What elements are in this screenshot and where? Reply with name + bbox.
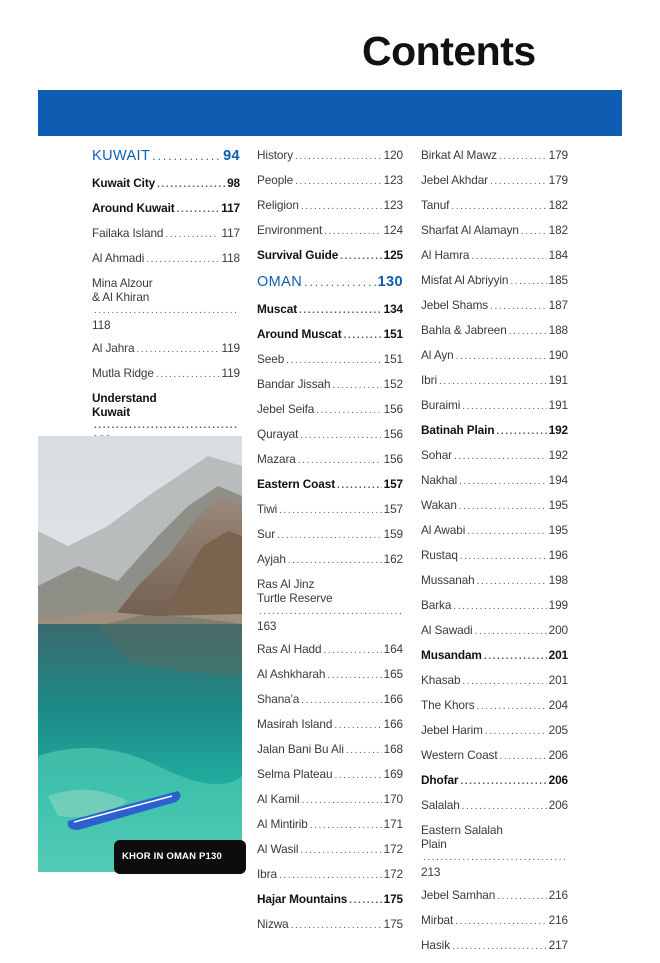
- toc-page-number: 152: [383, 377, 403, 391]
- toc-page-number: 124: [383, 223, 403, 237]
- toc-entry[interactable]: [421, 498, 568, 514]
- toc-entry-name-line1: Mina Alzour: [92, 276, 153, 290]
- toc-entry-name: Mutla Ridge: [92, 366, 154, 380]
- toc-dot-leader: [156, 368, 220, 382]
- toc-entry-name: Al Mintirib: [257, 817, 308, 831]
- toc-dot-leader: [177, 203, 220, 217]
- toc-dot-leader: [453, 600, 546, 614]
- toc-entry-name: Khasab: [421, 673, 461, 687]
- toc-entry-name: History: [257, 148, 294, 162]
- toc-dot-leader: [477, 575, 547, 589]
- toc-page-number: 151: [383, 327, 403, 341]
- toc-entry-name: Buraimi: [421, 398, 461, 412]
- khor-photo: [38, 436, 242, 872]
- toc-dot-leader: [499, 150, 547, 164]
- toc-entry[interactable]: [92, 226, 240, 242]
- toc-dot-leader: [471, 250, 546, 264]
- toc-entry-name: The Khors: [421, 698, 475, 712]
- toc-entry[interactable]: [257, 552, 403, 568]
- toc-page-number: 179: [548, 148, 568, 162]
- toc-entry[interactable]: [257, 717, 403, 733]
- toc-entry-name: Jebel Akhdar: [421, 173, 489, 187]
- toc-entry-name: Al Sawadi: [421, 623, 473, 637]
- toc-entry[interactable]: [421, 723, 568, 739]
- toc-entry-name: People: [257, 173, 294, 187]
- toc-page-number: 118: [221, 251, 240, 265]
- toc-entry[interactable]: [257, 248, 403, 264]
- toc-entry[interactable]: [421, 373, 568, 389]
- toc-entry-name-line1: Ras Al Jinz: [257, 577, 315, 591]
- toc-dot-leader: [332, 379, 381, 393]
- toc-dot-leader: [300, 429, 381, 443]
- toc-dot-leader: [510, 275, 546, 289]
- toc-entry-name: Al Ahmadi: [92, 251, 145, 265]
- toc-page-number: 157: [383, 502, 403, 516]
- toc-dot-leader: [94, 419, 238, 433]
- toc-page-number: 156: [383, 402, 403, 416]
- toc-page-number: 195: [548, 498, 568, 512]
- toc-entry[interactable]: [257, 917, 403, 933]
- toc-dot-leader: [340, 250, 381, 264]
- toc-page-number: 169: [383, 767, 403, 781]
- toc-entry[interactable]: [257, 892, 403, 908]
- toc-entry-name: Rustaq: [421, 548, 458, 562]
- toc-column-1: [92, 148, 240, 481]
- toc-entry-name: Jebel Harim: [421, 723, 483, 737]
- toc-entry[interactable]: [257, 767, 403, 783]
- toc-dot-leader: [157, 178, 225, 192]
- toc-entry[interactable]: [92, 251, 240, 267]
- toc-entry-name: Kuwait: [92, 405, 131, 419]
- toc-entry-name: Jebel Samhan: [421, 888, 496, 902]
- toc-dot-leader: [316, 404, 381, 418]
- toc-entry-name: Mussanah: [421, 573, 475, 587]
- toc-page-number: 216: [548, 913, 568, 927]
- toc-dot-leader: [462, 400, 546, 414]
- toc-entry-name: Muscat: [257, 302, 298, 316]
- toc-page-number: 206: [548, 773, 568, 787]
- toc-dot-leader: [300, 844, 381, 858]
- toc-dot-leader: [500, 750, 547, 764]
- toc-entry-name: Misfat Al Abriyyin: [421, 273, 509, 287]
- toc-entry-name: Al Wasil: [257, 842, 299, 856]
- toc-entry-name: Shana'a: [257, 692, 300, 706]
- toc-column-3: [421, 148, 568, 963]
- photo-caption: KHOR IN OMAN P130: [114, 840, 246, 874]
- toc-page-number: 170: [383, 792, 403, 806]
- toc-entry[interactable]: [92, 341, 240, 357]
- toc-entry[interactable]: [257, 867, 403, 883]
- toc-entry-name: Ibri: [421, 373, 437, 387]
- toc-entry[interactable]: [421, 523, 568, 539]
- toc-page-number: 217: [548, 938, 568, 952]
- toc-dot-leader: [459, 500, 547, 514]
- toc-dot-leader: [462, 800, 547, 814]
- toc-entry-name: Sharfat Al Alamayn: [421, 223, 519, 237]
- toc-dot-leader: [301, 794, 381, 808]
- toc-entry[interactable]: [421, 823, 568, 879]
- toc-entry-name: Tanuf: [421, 198, 450, 212]
- toc-dot-leader: [298, 454, 382, 468]
- toc-page-number: 125: [383, 248, 403, 262]
- toc-entry-name: Batinah Plain: [421, 423, 495, 437]
- toc-entry-name: Ibra: [257, 867, 277, 881]
- toc-page-number: 117: [221, 226, 240, 240]
- toc-page-number: 172: [383, 867, 403, 881]
- toc-entry[interactable]: [257, 352, 403, 368]
- toc-entry-name: Birkat Al Mawz: [421, 148, 497, 162]
- toc-entry-name: Hajar Mountains: [257, 892, 348, 906]
- toc-entry[interactable]: [257, 173, 403, 189]
- toc-entry-name: Masirah Island: [257, 717, 333, 731]
- toc-page-number: 156: [383, 427, 403, 441]
- toc-entry-name: Plain: [421, 837, 447, 851]
- toc-dot-leader: [327, 669, 381, 683]
- toc-dot-leader: [94, 304, 238, 318]
- toc-entry[interactable]: [421, 448, 568, 464]
- toc-entry[interactable]: [421, 548, 568, 564]
- toc-dot-leader: [451, 200, 546, 214]
- toc-page-number: 175: [383, 917, 403, 931]
- toc-page-number: 206: [548, 748, 568, 762]
- toc-entry[interactable]: [257, 527, 403, 543]
- toc-entry[interactable]: [421, 913, 568, 929]
- khor-landscape-image: [38, 436, 242, 872]
- toc-entry-name: Selma Plateau: [257, 767, 333, 781]
- toc-entry[interactable]: [257, 302, 403, 318]
- toc-page-number: 151: [383, 352, 403, 366]
- toc-dot-leader: [310, 819, 382, 833]
- toc-page-number: 185: [548, 273, 568, 287]
- toc-entry[interactable]: [257, 148, 403, 164]
- toc-page-number: 190: [548, 348, 568, 362]
- toc-dot-leader: [456, 350, 547, 364]
- toc-entry[interactable]: [257, 477, 403, 493]
- toc-entry[interactable]: [421, 888, 568, 904]
- toc-entry[interactable]: [421, 673, 568, 689]
- toc-entry[interactable]: [421, 798, 568, 814]
- toc-entry[interactable]: [257, 223, 403, 239]
- toc-page-number: 166: [383, 717, 403, 731]
- toc-page-number: 195: [548, 523, 568, 537]
- toc-page-number: 118: [92, 318, 111, 332]
- toc-entry[interactable]: [257, 427, 403, 443]
- toc-entry-name: Al Ayn: [421, 348, 454, 362]
- toc-entry[interactable]: [421, 223, 568, 239]
- toc-page-number: 201: [548, 673, 568, 687]
- toc-entry[interactable]: [257, 198, 403, 214]
- toc-page-number: 206: [548, 798, 568, 812]
- toc-dot-leader: [460, 550, 547, 564]
- toc-dot-leader: [323, 644, 381, 658]
- toc-entry[interactable]: [257, 402, 403, 418]
- toc-entry[interactable]: [421, 148, 568, 164]
- toc-entry-name: Jebel Shams: [421, 298, 489, 312]
- toc-dot-leader: [136, 343, 219, 357]
- toc-entry-name: Tiwi: [257, 502, 278, 516]
- toc-entry-name: Bahla & Jabreen: [421, 323, 507, 337]
- toc-dot-leader: [295, 150, 382, 164]
- toc-entry-name: Environment: [257, 223, 323, 237]
- toc-dot-leader: [259, 605, 401, 619]
- toc-entry-name: Al Ashkharah: [257, 667, 326, 681]
- toc-entry-name: Al Awabi: [421, 523, 466, 537]
- toc-entry[interactable]: [257, 452, 403, 468]
- toc-entry[interactable]: [257, 842, 403, 858]
- toc-page-number: 171: [383, 817, 403, 831]
- toc-entry[interactable]: [421, 648, 568, 664]
- toc-entry-name: Seeb: [257, 352, 285, 366]
- toc-entry-name: OMAN: [257, 274, 303, 290]
- toc-entry-name: Wakan: [421, 498, 457, 512]
- toc-entry-name: Ras Al Hadd: [257, 642, 322, 656]
- toc-dot-leader: [295, 175, 381, 189]
- toc-dot-leader: [423, 851, 566, 865]
- toc-dot-leader: [337, 479, 382, 493]
- toc-dot-leader: [452, 940, 547, 954]
- toc-country-heading[interactable]: [257, 274, 403, 290]
- toc-page-number: 192: [548, 448, 568, 462]
- toc-page-number: 165: [383, 667, 403, 681]
- toc-entry[interactable]: [421, 573, 568, 589]
- toc-dot-leader: [521, 225, 547, 239]
- toc-entry-name: Mirbat: [421, 913, 454, 927]
- toc-page-number: 134: [383, 302, 403, 316]
- toc-dot-leader: [459, 475, 546, 489]
- toc-entry-name: Kuwait City: [92, 176, 156, 190]
- toc-page-number: 198: [548, 573, 568, 587]
- toc-entry[interactable]: [257, 577, 403, 633]
- toc-page-number: 192: [548, 423, 568, 437]
- toc-dot-leader: [484, 650, 547, 664]
- toc-dot-leader: [485, 725, 547, 739]
- toc-page-number: 196: [548, 548, 568, 562]
- toc-entry-name: Jalan Bani Bu Ali: [257, 742, 344, 756]
- toc-dot-leader: [467, 525, 546, 539]
- toc-dot-leader: [286, 354, 381, 368]
- toc-dot-leader: [344, 329, 382, 343]
- toc-entry-name: Around Muscat: [257, 327, 342, 341]
- toc-page-number: 191: [548, 373, 568, 387]
- toc-page-number: 179: [548, 173, 568, 187]
- toc-entry-name: KUWAIT: [92, 148, 151, 164]
- toc-dot-leader: [165, 228, 219, 242]
- toc-entry-name: Turtle Reserve: [257, 591, 333, 605]
- toc-dot-leader: [490, 175, 547, 189]
- toc-entry-name: & Al Khiran: [92, 290, 150, 304]
- toc-entry[interactable]: [421, 323, 568, 339]
- page-title: Contents: [362, 28, 536, 74]
- toc-entry-name: Eastern Coast: [257, 477, 336, 491]
- toc-dot-leader: [291, 919, 382, 933]
- toc-page-number: 199: [548, 598, 568, 612]
- toc-dot-leader: [299, 304, 382, 318]
- toc-entry[interactable]: [257, 377, 403, 393]
- toc-entry[interactable]: [421, 473, 568, 489]
- toc-entry-name: Musandam: [421, 648, 482, 662]
- toc-page-number: 120: [383, 148, 403, 162]
- toc-dot-leader: [477, 700, 547, 714]
- toc-entry-name: Nakhal: [421, 473, 458, 487]
- toc-entry[interactable]: [257, 642, 403, 658]
- toc-entry-name: Al Hamra: [421, 248, 470, 262]
- toc-page-number: 205: [548, 723, 568, 737]
- toc-entry-name: Salalah: [421, 798, 460, 812]
- toc-column-2: [257, 148, 403, 942]
- toc-entry[interactable]: [421, 248, 568, 264]
- toc-entry-name: Ayjah: [257, 552, 286, 566]
- toc-entry[interactable]: [257, 692, 403, 708]
- toc-entry[interactable]: [257, 327, 403, 343]
- toc-entry-name: Failaka Island: [92, 226, 164, 240]
- toc-page-number: 159: [383, 527, 403, 541]
- toc-page-number: 117: [221, 201, 240, 215]
- toc-entry[interactable]: [421, 173, 568, 189]
- toc-entry-name: Al Kamil: [257, 792, 300, 806]
- toc-dot-leader: [454, 450, 547, 464]
- toc-entry[interactable]: [92, 366, 240, 382]
- toc-page-number: 156: [383, 452, 403, 466]
- toc-dot-leader: [146, 253, 219, 267]
- toc-entry[interactable]: [257, 502, 403, 518]
- toc-dot-leader: [490, 300, 547, 314]
- toc-dot-leader: [475, 625, 547, 639]
- toc-page-number: 194: [548, 473, 568, 487]
- toc-page-number: 175: [383, 892, 403, 906]
- toc-dot-leader: [439, 375, 547, 389]
- toc-entry-name: Western Coast: [421, 748, 498, 762]
- toc-dot-leader: [509, 325, 547, 339]
- toc-dot-leader: [455, 915, 546, 929]
- toc-page-number: 191: [548, 398, 568, 412]
- toc-entry[interactable]: [92, 201, 240, 217]
- toc-dot-leader: [279, 504, 381, 518]
- toc-dot-leader: [346, 744, 382, 758]
- toc-entry[interactable]: [257, 817, 403, 833]
- toc-entry-name: Sur: [257, 527, 276, 541]
- toc-entry-name: Jebel Seifa: [257, 402, 315, 416]
- toc-entry-name-line1: Eastern Salalah: [421, 823, 503, 837]
- toc-page-number: 188: [548, 323, 568, 337]
- toc-page-number: 182: [548, 198, 568, 212]
- toc-page-number: 182: [548, 223, 568, 237]
- toc-page-number: 123: [383, 198, 403, 212]
- toc-page-number: 200: [548, 623, 568, 637]
- toc-dot-leader: [334, 719, 381, 733]
- toc-entry[interactable]: [421, 273, 568, 289]
- toc-entry[interactable]: [421, 698, 568, 714]
- toc-entry[interactable]: [257, 792, 403, 808]
- toc-entry[interactable]: [421, 298, 568, 314]
- toc-entry-name: Survival Guide: [257, 248, 339, 262]
- toc-dot-leader: [301, 200, 382, 214]
- toc-country-heading[interactable]: [92, 148, 240, 164]
- toc-page-number: 168: [383, 742, 403, 756]
- toc-entry[interactable]: [92, 176, 240, 192]
- toc-entry[interactable]: [421, 623, 568, 639]
- toc-entry-name: Sohar: [421, 448, 452, 462]
- toc-dot-leader: [304, 274, 375, 290]
- toc-entry[interactable]: [421, 198, 568, 214]
- toc-dot-leader: [462, 675, 546, 689]
- toc-dot-leader: [301, 694, 381, 708]
- toc-entry-name: Around Kuwait: [92, 201, 175, 215]
- toc-page-number: 119: [221, 341, 240, 355]
- toc-entry[interactable]: [421, 748, 568, 764]
- toc-page-number: 166: [383, 692, 403, 706]
- toc-dot-leader: [324, 225, 381, 239]
- toc-page-number: 123: [383, 173, 403, 187]
- toc-entry-name: Hasik: [421, 938, 450, 952]
- toc-page-number: 164: [383, 642, 403, 656]
- toc-dot-leader: [288, 554, 382, 568]
- toc-entry[interactable]: [421, 423, 568, 439]
- header-band: [38, 90, 622, 136]
- toc-dot-leader: [279, 869, 382, 883]
- toc-dot-leader: [334, 769, 381, 783]
- toc-entry-name: Nizwa: [257, 917, 289, 931]
- toc-dot-leader: [460, 775, 546, 789]
- toc-page-number: 98: [227, 176, 240, 190]
- toc-entry[interactable]: [92, 276, 240, 332]
- toc-entry-name: Mazara: [257, 452, 296, 466]
- toc-page-number: 163: [257, 619, 277, 633]
- toc-entry-name: Qurayat: [257, 427, 299, 441]
- toc-entry[interactable]: [421, 598, 568, 614]
- toc-entry[interactable]: [257, 742, 403, 758]
- toc-page-number: 201: [548, 648, 568, 662]
- toc-dot-leader: [349, 894, 381, 908]
- toc-entry[interactable]: [421, 348, 568, 364]
- toc-page-number: 204: [548, 698, 568, 712]
- toc-dot-leader: [152, 148, 221, 164]
- toc-page-number: 94: [223, 148, 240, 164]
- toc-dot-leader: [496, 425, 546, 439]
- toc-entry[interactable]: [257, 667, 403, 683]
- toc-entry-name: Al Jahra: [92, 341, 135, 355]
- toc-entry-name-line1: Understand: [92, 391, 157, 405]
- toc-page-number: 187: [548, 298, 568, 312]
- toc-dot-leader: [497, 890, 546, 904]
- toc-page-number: 216: [548, 888, 568, 902]
- toc-page-number: 157: [383, 477, 403, 491]
- toc-entry-name: Barka: [421, 598, 452, 612]
- toc-entry[interactable]: [421, 773, 568, 789]
- toc-entry-name: Bandar Jissah: [257, 377, 331, 391]
- toc-page-number: 172: [383, 842, 403, 856]
- toc-page-number: 184: [548, 248, 568, 262]
- toc-dot-leader: [277, 529, 382, 543]
- toc-entry[interactable]: [421, 938, 568, 954]
- toc-page-number: 162: [383, 552, 403, 566]
- toc-entry[interactable]: [421, 398, 568, 414]
- toc-entry-name: Dhofar: [421, 773, 459, 787]
- toc-page-number: 213: [421, 865, 441, 879]
- toc-entry-name: Religion: [257, 198, 299, 212]
- toc-page-number: 119: [221, 366, 240, 380]
- toc-page-number: 130: [377, 274, 403, 290]
